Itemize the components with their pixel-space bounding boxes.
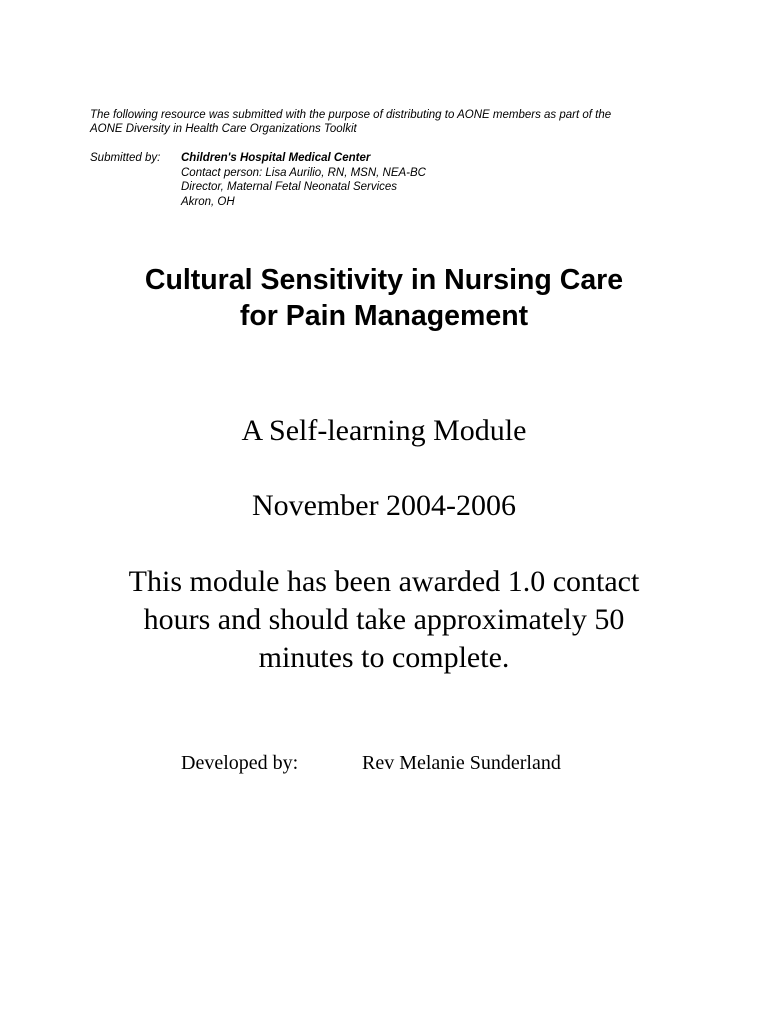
- title-line-1: Cultural Sensitivity in Nursing Care: [144, 264, 624, 296]
- document-title: [0, 262, 768, 334]
- contact-hours-statement: [0, 563, 768, 677]
- intro-line-1: The following resource was submitted with the purpose of distributing to AONE members as part of the: [90, 109, 612, 121]
- developed-by-label: Developed by:: [181, 752, 299, 774]
- submitted-by-label: Submitted by:: [90, 152, 161, 164]
- module-subtitle: A Self-learning Module: [241, 414, 527, 447]
- contact-person: Contact person: Lisa Aurilio, RN, MSN, NEA-BC: [181, 166, 426, 179]
- module-dates: November 2004-2006: [251, 489, 517, 522]
- intro-note: [90, 108, 690, 136]
- intro-line-2: AONE Diversity in Health Care Organizations Toolkit: [90, 123, 357, 135]
- title-line-2: for Pain Management: [239, 300, 529, 332]
- awarded-line-3: minutes to complete.: [258, 641, 510, 674]
- developer-name: Rev Melanie Sunderland: [362, 752, 561, 774]
- submission-details: [181, 151, 426, 209]
- organization-name: Children's Hospital Medical Center: [181, 152, 371, 164]
- awarded-line-2: hours and should take approximately 50: [143, 603, 625, 636]
- contact-location: Akron, OH: [181, 195, 235, 208]
- awarded-line-1: This module has been awarded 1.0 contact: [128, 565, 640, 598]
- contact-role: Director, Maternal Fetal Neonatal Services: [181, 181, 398, 193]
